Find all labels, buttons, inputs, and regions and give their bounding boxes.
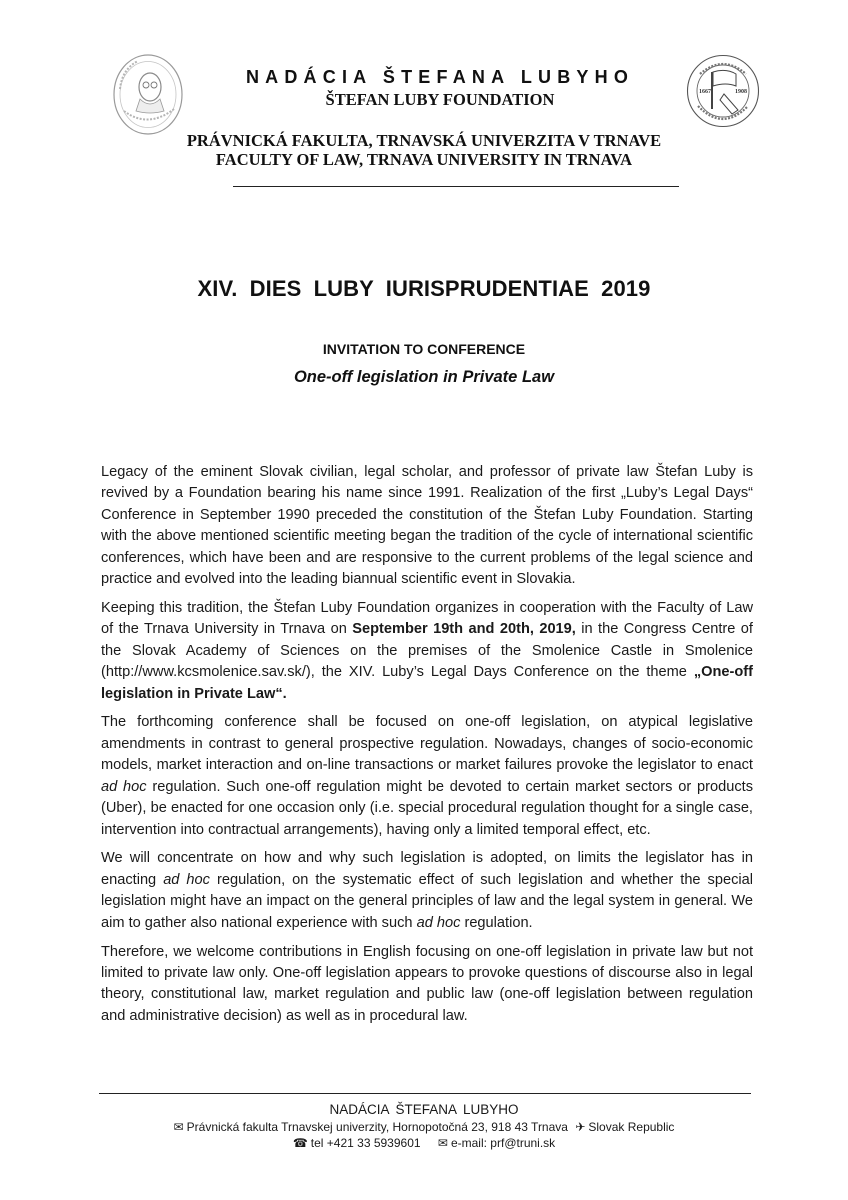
footer-country: Slovak Republic xyxy=(588,1120,675,1134)
ad-hoc-term: ad hoc xyxy=(163,871,210,888)
footer-email[interactable]: e-mail: prf@truni.sk xyxy=(450,1136,556,1150)
paragraph-legacy: Legacy of the eminent Slovak civilian, legal scholar, and professor of private law Štefan Luby is revived by a Foundation bearing his name since 1991. Realization of the first „Luby’s Legal Days“ Conference in September 1990 preceded the constitution of the Štefan Luby Foundation. Starting with the above mentioned scientific meeting began the tradition of the cycle of international scientific conferences, which have been and are responsive to the current problems of the legal science and practice and evolved into the leading biannual scientific event in Slovakia. xyxy=(101,464,753,588)
svg-text:1908: 1908 xyxy=(735,89,747,95)
conference-dates: September 19th and 20th, 2019, xyxy=(352,621,576,638)
paragraph-focus xyxy=(101,712,753,840)
paragraph-tradition-text-b: in the Congress Centre of the Slovak Academy of Sciences on the premises of the Smolenice Castle in Smolenice (http://www.kcsmolenice.sav.sk/), the XIV. Luby’s Legal Days Conference on the theme xyxy=(101,621,753,681)
paragraph-tradition xyxy=(101,598,753,705)
faculty-name-sk: PRÁVNICKÁ FAKULTA, TRNAVSKÁ UNIVERZITA V TRNAVE xyxy=(186,131,662,150)
foundation-name-en: ŠTEFAN LUBY FOUNDATION xyxy=(325,90,555,109)
footer-divider xyxy=(99,1093,751,1094)
faculty-name-en: FACULTY OF LAW, TRNAVA UNIVERSITY IN TRNAVA xyxy=(215,150,633,169)
footer-contact-line xyxy=(0,1136,848,1150)
footer-address-line xyxy=(0,1120,848,1134)
footer-phone: tel +421 33 5939601 xyxy=(310,1136,421,1150)
envelope-icon: ✉ xyxy=(173,1120,184,1134)
footer-address: Právnická fakulta Trnavskej univerzity, Hornopotočná 23, 918 43 Trnava xyxy=(186,1120,568,1134)
conference-subtitle: One-off legislation in Private Law xyxy=(293,368,555,386)
email-icon: ✉ xyxy=(437,1136,448,1150)
paragraph-concentrate-text-a: We will concentrate on how and why such legislation is adopted, on limits the legislator has in enacting xyxy=(101,850,753,888)
svg-text:1667: 1667 xyxy=(699,89,711,95)
invitation-heading: INVITATION TO CONFERENCE xyxy=(322,341,526,357)
paragraph-tradition-text-a: Keeping this tradition, the Štefan Luby Foundation organizes in cooperation with the Faculty of Law of the Trnava University in Trnava on xyxy=(101,599,753,638)
foundation-name-sk: NADÁCIA ŠTEFANA LUBYHO xyxy=(245,67,635,87)
telephone-icon: ☎ xyxy=(292,1136,308,1150)
paragraph-contributions: Therefore, we welcome contributions in English focusing on one-off legislation in private law but not limited to private law only. One-off legislation appears to provoke questions of discourse also in legal theory, constitutional law, market regulation and public law (one-off legislation between regulation and administrative decision) as well as in procedural law. xyxy=(101,943,753,1024)
conference-theme: „One-off legislation in Private Law“. xyxy=(101,664,753,702)
ad-hoc-term: ad hoc xyxy=(416,914,461,931)
portrait-medal-seal-icon xyxy=(112,53,184,136)
paragraph-concentrate-text-c: regulation. xyxy=(460,914,533,931)
paragraph-focus-text-b: regulation. Such one-off regulation might be devoted to certain market sectors or products (Uber), be enacted for one occasion only (i.e. special procedural regulation thought for a single case, intervention into contractual arrangements), having only a limited temporal effect, etc. xyxy=(101,778,753,838)
faculty-seal-icon xyxy=(686,54,760,128)
body-text xyxy=(101,462,753,1035)
paragraph-concentrate-text-b: regulation, on the systematic effect of such legislation and whether the special legislation might have an impact on the general principles of law and the legal system in general. We aim to gather also national experience with such xyxy=(101,871,753,931)
paragraph-focus-text-a: The forthcoming conference shall be focused on one-off legislation, on atypical legislative amendments in contrast to general prospective regulation. Nowadays, changes of socio-economic models, market interaction and on-line transactions or market failures provoke the legislator to enact xyxy=(101,714,753,774)
airplane-icon: ✈ xyxy=(575,1120,586,1134)
footer-foundation-name: NADÁCIA ŠTEFANA LUBYHO xyxy=(329,1102,519,1117)
conference-title: XIV. DIES LUBY IURISPRUDENTIAE 2019 xyxy=(197,276,651,301)
ad-hoc-term: ad hoc xyxy=(101,778,147,795)
paragraph-concentrate xyxy=(101,848,753,934)
header-divider xyxy=(233,186,679,187)
